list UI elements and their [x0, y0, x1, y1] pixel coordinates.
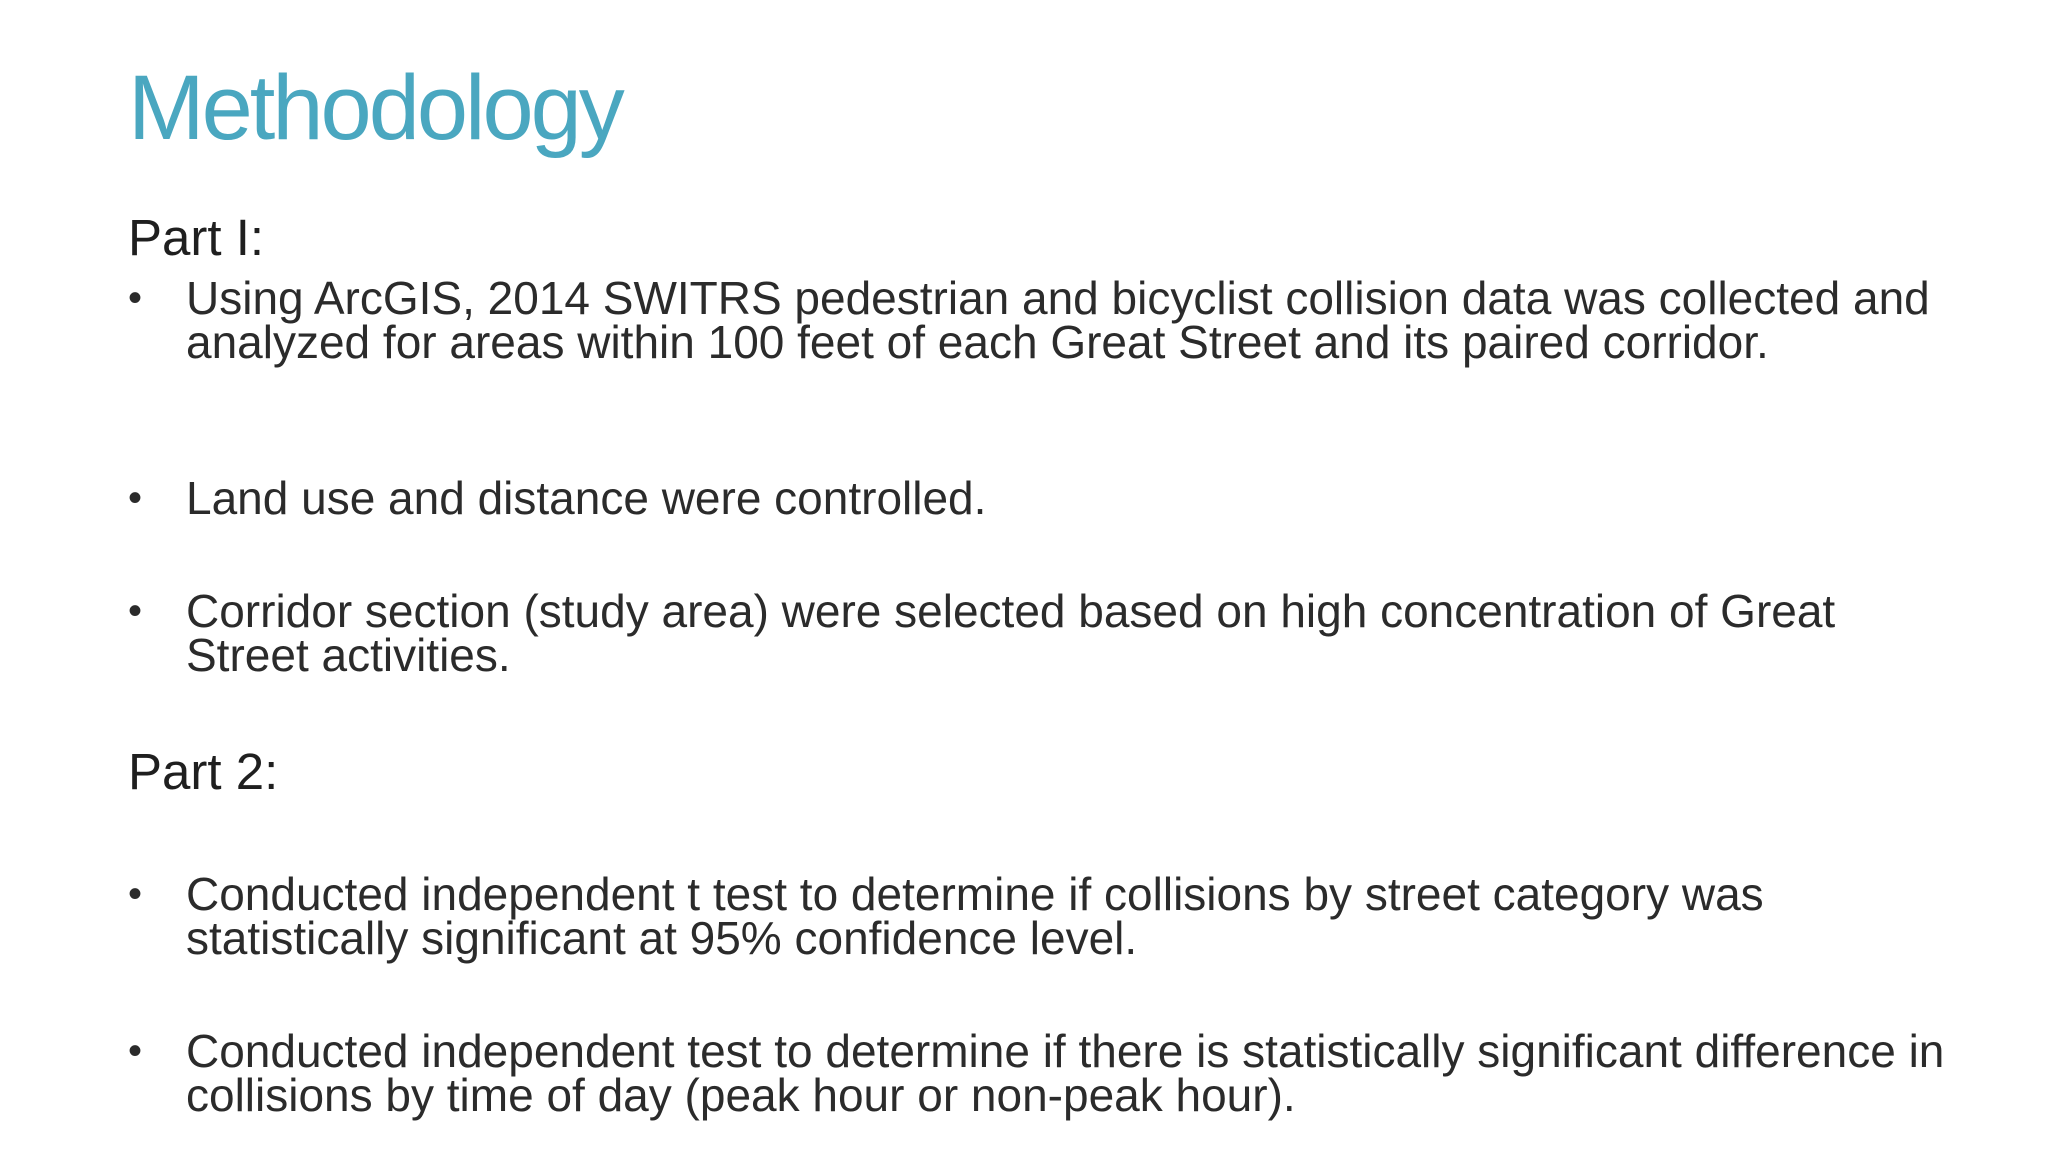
bullet-dot: •: [128, 476, 143, 520]
bullet-dot: •: [128, 872, 143, 916]
bullet-dot: •: [128, 276, 143, 320]
bullet-item: [128, 1025, 1948, 1121]
bullet-text: Corridor section (study area) were selected based on high concentration of Great Street activities.: [186, 585, 1836, 681]
slide-title: Methodology: [128, 57, 622, 159]
bullet-text: Conducted independent test to determine if there is statistically significant difference in collisions by time of day (peak hour or non-peak hour).: [186, 1025, 1945, 1121]
bullet-item: [128, 272, 1948, 368]
bullet-item: [128, 472, 1948, 524]
bullet-item: [128, 585, 1948, 681]
bullet-text: Land use and distance were controlled.: [186, 472, 987, 524]
bullet-dot: •: [128, 589, 143, 633]
bullet-text: Conducted independent t test to determine if collisions by street category was statistically significant at 95% confidence level.: [186, 868, 1764, 964]
part-1-heading: Part I:: [128, 209, 265, 266]
part-2-heading: Part 2:: [128, 743, 279, 800]
bullet-item: [128, 868, 1948, 964]
bullet-dot: •: [128, 1029, 143, 1073]
bullet-text: Using ArcGIS, 2014 SWITRS pedestrian and bicyclist collision data was collected and analyzed for areas within 100 feet of each Great Street and its paired corridor.: [186, 272, 1930, 368]
